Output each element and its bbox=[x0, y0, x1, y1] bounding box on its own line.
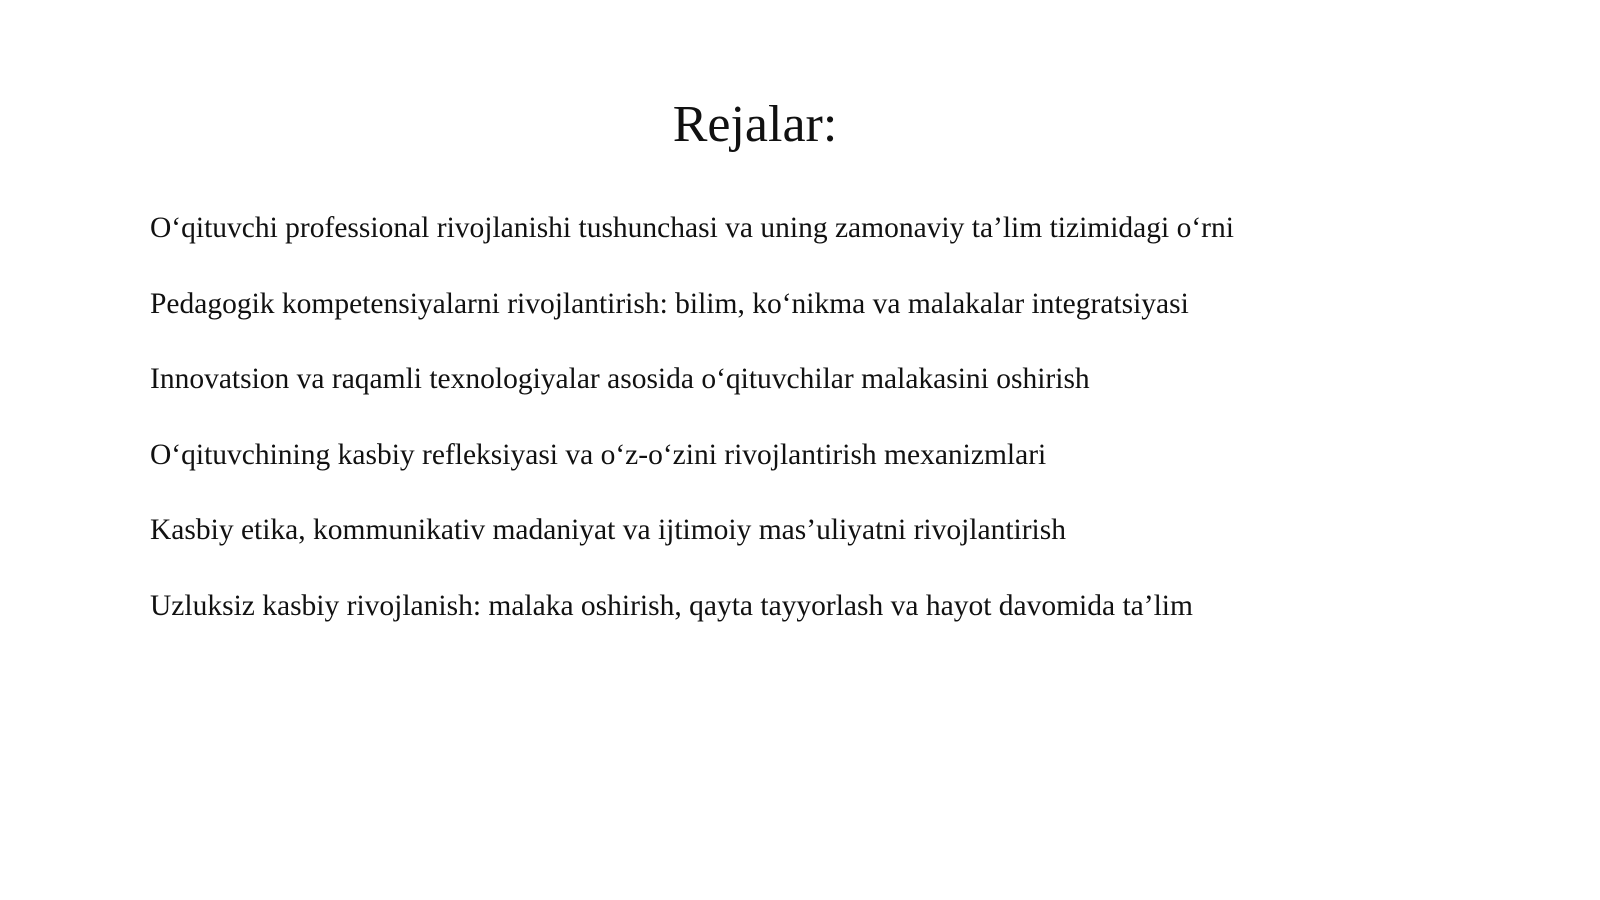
plan-item-6: Uzluksiz kasbiy rivojlanish: malaka oshirish, qayta tayyorlash va hayot davomida ta’lim bbox=[150, 589, 1193, 622]
slide-title: Rejalar: bbox=[672, 96, 838, 153]
plan-item-3: Innovatsion va raqamli texnologiyalar asosida o‘qituvchilar malakasini oshirish bbox=[150, 363, 1090, 395]
plan-list bbox=[150, 208, 1550, 661]
plan-item-5: Kasbiy etika, kommunikativ madaniyat va ijtimoiy mas’uliyatni rivojlantirish bbox=[150, 514, 1066, 546]
plan-item-1: O‘qituvchi professional rivojlanishi tushunchasi va uning zamonaviy ta’lim tizimidagi o‘rni bbox=[150, 212, 1234, 244]
plan-item-4: O‘qituvchining kasbiy refleksiyasi va o‘z-o‘zini rivojlantirish mexanizmlari bbox=[150, 438, 1047, 471]
plan-item-2: Pedagogik kompetensiyalarni rivojlantirish: bilim, ko‘nikma va malakalar integratsiyasi bbox=[150, 287, 1189, 320]
